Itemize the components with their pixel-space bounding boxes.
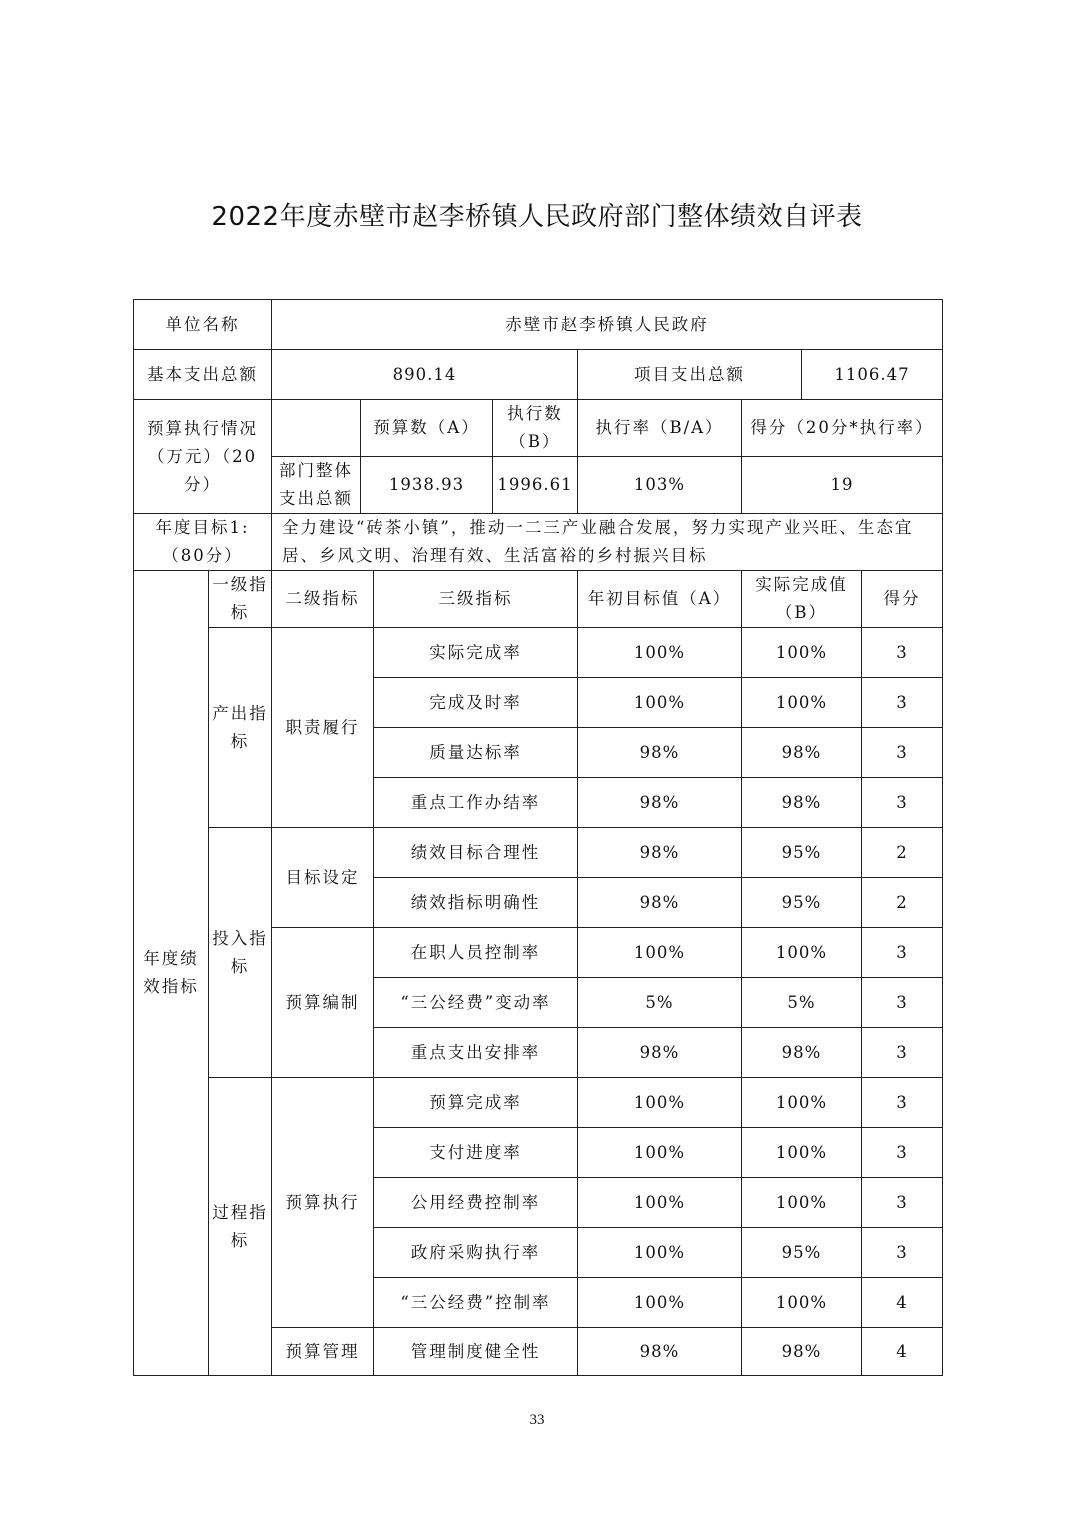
budget-header-rate: 执行率（B/A） (578, 400, 742, 457)
indicator-name: “三公经费”控制率 (374, 1278, 578, 1328)
indicator-name: 在职人员控制率 (374, 928, 578, 978)
indicator-name: 重点支出安排率 (374, 1028, 578, 1078)
indicator-actual: 98% (742, 1328, 862, 1376)
annual-goal-text: 全力建设“砖茶小镇”，推动一二三产业融合发展，努力实现产业兴旺、生态宜居、乡风文明、治理有效、生活富裕的乡村振兴目标 (272, 514, 943, 571)
subgroup-budget-compile: 预算编制 (272, 928, 374, 1078)
indicator-score: 3 (862, 678, 943, 728)
page-title: 2022年度赤壁市赵李桥镇人民政府部门整体绩效自评表 (211, 202, 863, 232)
indicator-score: 3 (862, 1228, 943, 1278)
project-expense-value: 1106.47 (802, 350, 943, 400)
indicator-name: 绩效指标明确性 (374, 878, 578, 928)
indicator-name: 政府采购执行率 (374, 1228, 578, 1278)
budget-row-score: 19 (742, 457, 943, 514)
budget-header-score: 得分（20分*执行率） (742, 400, 943, 457)
indicator-score: 3 (862, 778, 943, 828)
indicator-actual: 100% (742, 1178, 862, 1228)
indicator-target: 98% (578, 1328, 742, 1376)
indicator-score: 4 (862, 1278, 943, 1328)
subgroup-goal-setting: 目标设定 (272, 828, 374, 928)
unit-name-value: 赤壁市赵李桥镇人民政府 (272, 300, 943, 350)
indicator-name: 实际完成率 (374, 628, 578, 678)
indicator-name: “三公经费”变动率 (374, 978, 578, 1028)
indicator-target: 98% (578, 778, 742, 828)
budget-header-b: 执行数（B） (493, 400, 578, 457)
basic-expense-label: 基本支出总额 (134, 350, 272, 400)
basic-expense-value: 890.14 (272, 350, 578, 400)
budget-row-label: 部门整体支出总额 (272, 457, 361, 514)
budget-header-blank (272, 400, 361, 457)
indicator-score: 3 (862, 1078, 943, 1128)
header-level2: 二级指标 (272, 571, 374, 628)
subgroup-budget-mgmt: 预算管理 (272, 1328, 374, 1376)
budget-execution-label: 预算执行情况（万元）（20分） (134, 400, 272, 514)
indicator-actual: 100% (742, 1078, 862, 1128)
indicator-actual: 95% (742, 828, 862, 878)
header-level3: 三级指标 (374, 571, 578, 628)
evaluation-table (133, 299, 943, 1376)
indicator-score: 2 (862, 878, 943, 928)
header-score: 得分 (862, 571, 943, 628)
indicator-actual: 98% (742, 778, 862, 828)
indicator-target: 100% (578, 1228, 742, 1278)
unit-name-label: 单位名称 (134, 300, 272, 350)
indicator-score: 2 (862, 828, 943, 878)
indicator-name: 绩效目标合理性 (374, 828, 578, 878)
budget-row-b: 1996.61 (493, 457, 578, 514)
indicator-target: 98% (578, 1028, 742, 1078)
group-process: 过程指标 (209, 1078, 272, 1376)
indicator-target: 98% (578, 728, 742, 778)
budget-row-a: 1938.93 (361, 457, 493, 514)
indicator-score: 4 (862, 1328, 943, 1376)
indicator-score: 3 (862, 1028, 943, 1078)
page-number: 33 (529, 1412, 545, 1428)
indicator-target: 98% (578, 828, 742, 878)
budget-row-rate: 103% (578, 457, 742, 514)
indicator-score: 3 (862, 978, 943, 1028)
indicator-score: 3 (862, 1178, 943, 1228)
indicator-name: 预算完成率 (374, 1078, 578, 1128)
indicator-name: 质量达标率 (374, 728, 578, 778)
indicator-actual: 100% (742, 1278, 862, 1328)
indicator-actual: 100% (742, 678, 862, 728)
indicator-name: 重点工作办结率 (374, 778, 578, 828)
indicator-target: 100% (578, 1178, 742, 1228)
indicator-name: 支付进度率 (374, 1128, 578, 1178)
indicator-target: 100% (578, 1078, 742, 1128)
indicator-target: 100% (578, 628, 742, 678)
indicator-target: 100% (578, 678, 742, 728)
indicator-target: 100% (578, 1278, 742, 1328)
indicator-actual: 95% (742, 1228, 862, 1278)
group-output: 产出指标 (209, 628, 272, 828)
indicator-name: 完成及时率 (374, 678, 578, 728)
subgroup-budget-exec: 预算执行 (272, 1078, 374, 1328)
annual-goal-label: 年度目标1:（80分） (134, 514, 272, 571)
indicator-target: 5% (578, 978, 742, 1028)
indicator-target: 98% (578, 878, 742, 928)
subgroup-duty: 职责履行 (272, 628, 374, 828)
indicator-name: 管理制度健全性 (374, 1328, 578, 1376)
indicator-score: 3 (862, 1128, 943, 1178)
group-input: 投入指标 (209, 828, 272, 1078)
performance-indicators-label: 年度绩效指标 (134, 571, 209, 1376)
indicator-actual: 100% (742, 628, 862, 678)
indicator-score: 3 (862, 728, 943, 778)
indicator-target: 100% (578, 1128, 742, 1178)
indicator-actual: 98% (742, 1028, 862, 1078)
header-actual: 实际完成值（B） (742, 571, 862, 628)
indicator-name: 公用经费控制率 (374, 1178, 578, 1228)
indicator-actual: 5% (742, 978, 862, 1028)
header-target: 年初目标值（A） (578, 571, 742, 628)
indicator-actual: 98% (742, 728, 862, 778)
indicator-target: 100% (578, 928, 742, 978)
indicator-actual: 100% (742, 1128, 862, 1178)
indicator-score: 3 (862, 628, 943, 678)
header-level1: 一级指标 (209, 571, 272, 628)
indicator-score: 3 (862, 928, 943, 978)
indicator-actual: 100% (742, 928, 862, 978)
budget-header-a: 预算数（A） (361, 400, 493, 457)
indicator-actual: 95% (742, 878, 862, 928)
project-expense-label: 项目支出总额 (578, 350, 802, 400)
